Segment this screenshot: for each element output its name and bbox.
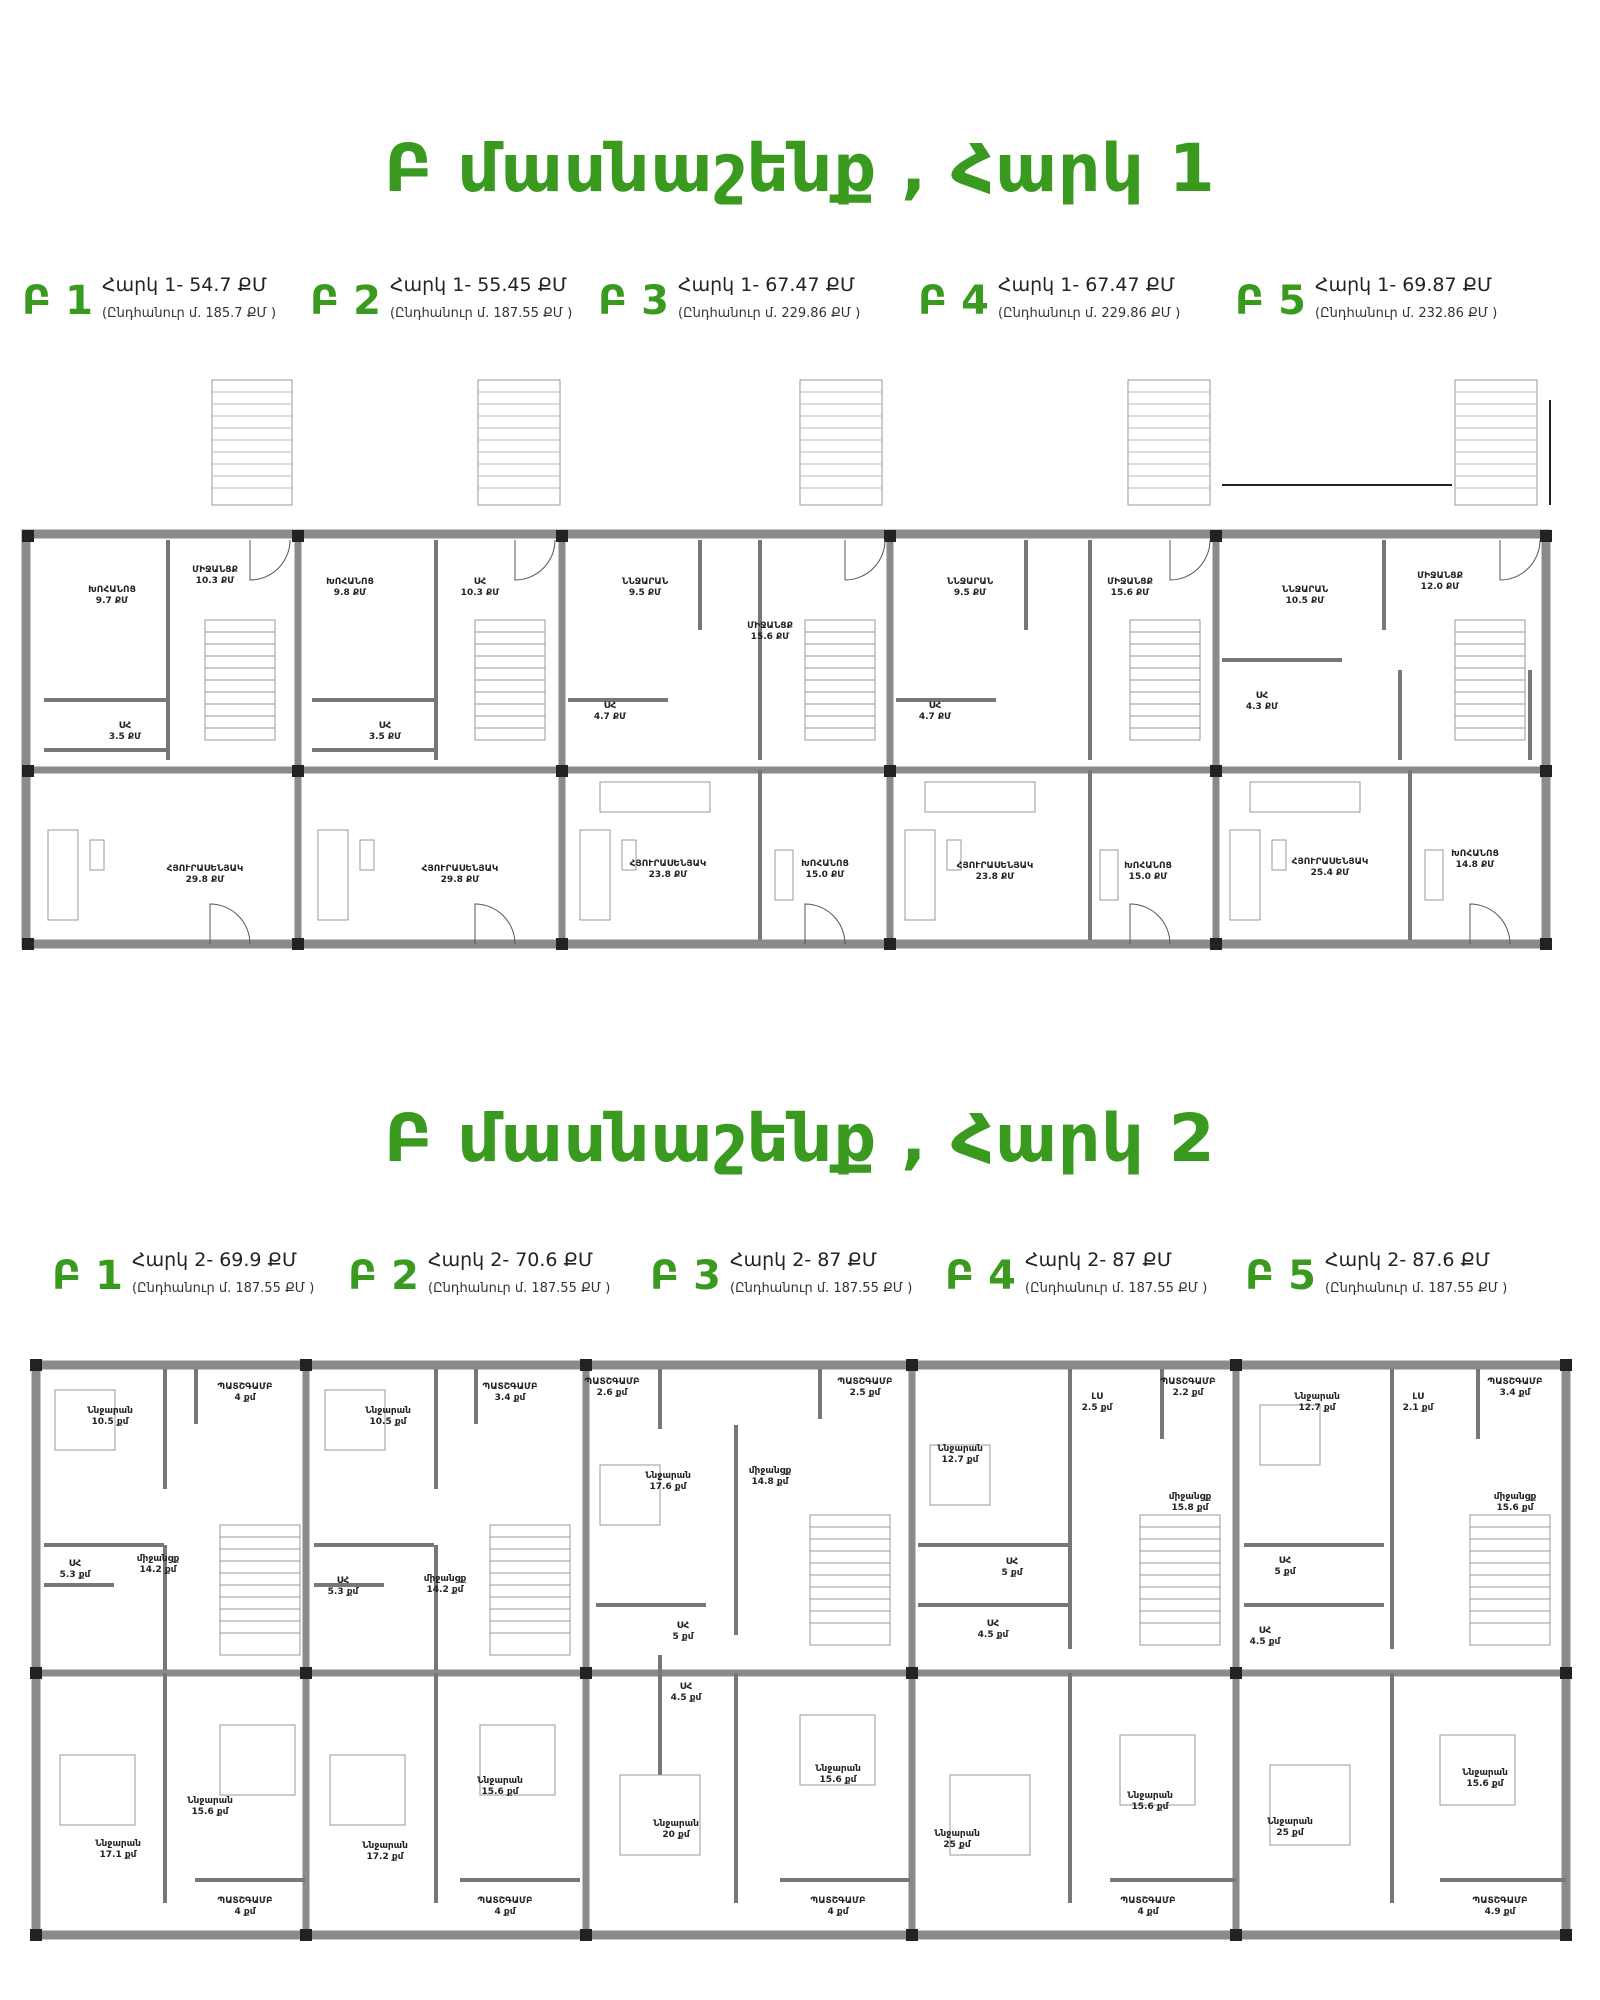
unit-total-area: (Ընդհանուր մ. 187.55 ՔՄ ) <box>390 306 573 321</box>
room-label: ՍՀ 4.5 քմ <box>1249 1626 1281 1647</box>
room-label: ԽՈՀԱՆՈՑ 9.8 ՔՄ <box>326 577 374 598</box>
room-label: Ննջարան 10.5 քմ <box>87 1406 133 1427</box>
room-label: ՍՀ 5 քմ <box>672 1621 694 1642</box>
room-label: ՊԱՏՇԳԱՄԲ 2.2 քմ <box>1160 1377 1216 1398</box>
room-label: ՊԱՏՇԳԱՄԲ 4 քմ <box>217 1382 273 1403</box>
unit-total-area: (Ընդհանուր մ. 187.55 ՔՄ ) <box>730 1281 913 1296</box>
room-label: ՊԱՏՇԳԱՄԲ 4 քմ <box>217 1896 273 1917</box>
unit-total-area: (Ընդհանուր մ. 229.86 ՔՄ ) <box>998 306 1181 321</box>
room-label: ՆՆՋԱՐԱՆ 9.5 ՔՄ <box>621 577 669 598</box>
room-label: Ննջարան 15.6 քմ <box>187 1796 233 1817</box>
unit-total-area: (Ընդհանուր մ. 187.55 ՔՄ ) <box>132 1281 315 1296</box>
unit-code: Բ 5 <box>1235 278 1306 324</box>
room-label: Ննջարան 12.7 քմ <box>937 1444 983 1465</box>
room-label: ՆՆՋԱՐԱՆ 10.5 ՔՄ <box>1281 585 1329 606</box>
room-label: ԽՈՀԱՆՈՑ 14.8 ՔՄ <box>1451 849 1499 870</box>
unit-total-area: (Ընդհանուր մ. 232.86 ՔՄ ) <box>1315 306 1498 321</box>
unit-code: Բ 5 <box>1245 1253 1316 1299</box>
room-label: ՊԱՏՇԳԱՄԲ 3.4 քմ <box>1487 1377 1543 1398</box>
room-label: Ննջարան 20 քմ <box>653 1819 699 1840</box>
unit-total-area: (Ընդհանուր մ. 229.86 ՔՄ ) <box>678 306 861 321</box>
room-label: Ննջարան 17.1 քմ <box>95 1839 141 1860</box>
room-label: ՍՀ 5 քմ <box>1001 1557 1023 1578</box>
exterior-stair <box>1128 380 1210 505</box>
room-label: ՄԻՋԱՆՑՔ 10.3 ՔՄ <box>192 565 238 586</box>
unit-code: Բ 4 <box>945 1253 1016 1299</box>
room-label: ՍՀ 4.7 ՔՄ <box>593 701 627 722</box>
party-walls <box>306 1365 1236 1935</box>
unit-area: Հարկ 2- 87.6 ՔՄ <box>1325 1249 1490 1271</box>
room-label: ՍՀ 4.5 քմ <box>977 1619 1009 1640</box>
room-label: ՍՀ 4.3 ՔՄ <box>1245 691 1279 712</box>
unit-code: Բ 1 <box>52 1253 123 1299</box>
room-label: միջանցք 14.2 քմ <box>136 1554 180 1575</box>
room-label: ՀՅՈՒՐԱՍԵՆՅԱԿ 29.8 ՔՄ <box>421 864 499 885</box>
unit-area: Հարկ 2- 87 ՔՄ <box>1025 1249 1172 1271</box>
exterior-stair <box>212 380 292 505</box>
floor1-title: Բ մասնաշենք , Հարկ 1 <box>384 130 1216 207</box>
unit-area: Հարկ 1- 54.7 ՔՄ <box>102 274 267 296</box>
unit-area: Հարկ 1- 55.45 ՔՄ <box>390 274 568 296</box>
unit-area: Հարկ 1- 69.87 ՔՄ <box>1315 274 1493 296</box>
room-label: ՊԱՏՇԳԱՄԲ 4 քմ <box>477 1896 533 1917</box>
room-label: Ննջարան 10.5 քմ <box>365 1406 411 1427</box>
floor2-unit-legend <box>0 1245 1600 1315</box>
unit-total-area: (Ընդհանուր մ. 187.55 ՔՄ ) <box>1025 1281 1208 1296</box>
exterior-stair <box>478 380 560 505</box>
floor1-plan <box>0 370 1600 990</box>
unit-area: Հարկ 1- 67.47 ՔՄ <box>998 274 1176 296</box>
room-label: ԽՈՀԱՆՈՑ 9.7 ՔՄ <box>88 585 136 606</box>
room-label: ՊԱՏՇԳԱՄԲ 2.6 քմ <box>584 1377 640 1398</box>
room-label: միջանցք 15.8 քմ <box>1168 1492 1212 1513</box>
room-label: ՍՀ 5 քմ <box>1274 1556 1296 1577</box>
room-label: ՊԱՏՇԳԱՄԲ 3.4 քմ <box>482 1382 538 1403</box>
room-label: ՊԱՏՇԳԱՄԲ 4 քմ <box>1120 1896 1176 1917</box>
room-label: ՍՀ 3.5 ՔՄ <box>108 721 142 742</box>
room-label: ՀՅՈՒՐԱՍԵՆՅԱԿ 25.4 ՔՄ <box>1291 857 1369 878</box>
unit-area: Հարկ 1- 67.47 ՔՄ <box>678 274 856 296</box>
unit-code: Բ 4 <box>918 278 989 324</box>
room-label: միջանցք 15.6 քմ <box>1493 1492 1537 1513</box>
unit-code: Բ 2 <box>348 1253 419 1299</box>
floor2-title: Բ մասնաշենք , Հարկ 2 <box>384 1100 1216 1177</box>
room-label: Ննջարան 15.6 քմ <box>1462 1768 1508 1789</box>
room-label: Ննջարան 12.7 քմ <box>1294 1392 1340 1413</box>
room-label: ՍՀ 5.3 քմ <box>59 1559 91 1580</box>
room-label: ՊԱՏՇԳԱՄԲ 4 քմ <box>810 1896 866 1917</box>
room-label: Ննջարան 15.6 քմ <box>477 1776 523 1797</box>
unit-total-area: (Ընդհանուր մ. 187.55 ՔՄ ) <box>428 1281 611 1296</box>
room-label: ԼՍ 2.5 քմ <box>1081 1392 1113 1413</box>
exterior-stair <box>800 380 882 505</box>
room-label: Ննջարան 17.6 քմ <box>645 1471 691 1492</box>
room-label: ՆՆՋԱՐԱՆ 9.5 ՔՄ <box>946 577 994 598</box>
unit-total-area: (Ընդհանուր մ. 187.55 ՔՄ ) <box>1325 1281 1508 1296</box>
room-label: Ննջարան 15.6 քմ <box>1127 1791 1173 1812</box>
room-label: ՍՀ 3.5 ՔՄ <box>368 721 402 742</box>
room-label: ՍՀ 4.7 ՔՄ <box>918 701 952 722</box>
room-label: ՄԻՋԱՆՑՔ 12.0 ՔՄ <box>1417 571 1463 592</box>
unit-code: Բ 2 <box>310 278 381 324</box>
room-label: ՄԻՋԱՆՑՔ 15.6 ՔՄ <box>747 621 793 642</box>
unit-total-area: (Ընդհանուր մ. 185.7 ՔՄ ) <box>102 306 277 321</box>
room-label: ԽՈՀԱՆՈՑ 15.0 ՔՄ <box>801 859 849 880</box>
room-label: ՊԱՏՇԳԱՄԲ 4.9 քմ <box>1472 1896 1528 1917</box>
unit-code: Բ 3 <box>598 278 669 324</box>
room-label: ՀՅՈՒՐԱՍԵՆՅԱԿ 23.8 ՔՄ <box>956 861 1034 882</box>
room-label: ՍՀ 4.5 քմ <box>670 1682 702 1703</box>
room-label: Ննջարան 25 քմ <box>934 1829 980 1850</box>
room-label: ՀՅՈՒՐԱՍԵՆՅԱԿ 23.8 ՔՄ <box>629 859 707 880</box>
floor2-plan <box>0 1355 1600 1955</box>
floor1-plan-drawing <box>0 370 1600 990</box>
room-label: Ննջարան 25 քմ <box>1267 1817 1313 1838</box>
room-label: Ննջարան 17.2 քմ <box>362 1841 408 1862</box>
unit-code: Բ 3 <box>650 1253 721 1299</box>
room-label: ԼՍ 2.1 քմ <box>1402 1392 1434 1413</box>
room-label: միջանցք 14.2 քմ <box>423 1574 467 1595</box>
unit-area: Հարկ 2- 87 ՔՄ <box>730 1249 877 1271</box>
unit-area: Հարկ 2- 69.9 ՔՄ <box>132 1249 297 1271</box>
room-label: ՍՀ 5.3 քմ <box>327 1576 359 1597</box>
floor2-plan-drawing <box>0 1355 1600 1955</box>
floor1-unit-legend <box>0 270 1600 340</box>
room-label: ԽՈՀԱՆՈՑ 15.0 ՔՄ <box>1124 861 1172 882</box>
exterior-wall <box>36 1365 1566 1935</box>
unit-area: Հարկ 2- 70.6 ՔՄ <box>428 1249 593 1271</box>
room-label: ՊԱՏՇԳԱՄԲ 2.5 քմ <box>837 1377 893 1398</box>
room-label: ՍՀ 10.3 ՔՄ <box>460 577 500 598</box>
room-label: ՀՅՈՒՐԱՍԵՆՅԱԿ 29.8 ՔՄ <box>166 864 244 885</box>
exterior-stair <box>1455 380 1537 505</box>
room-label: Ննջարան 15.6 քմ <box>815 1764 861 1785</box>
room-label: ՄԻՋԱՆՑՔ 15.6 ՔՄ <box>1107 577 1153 598</box>
room-label: միջանցք 14.8 քմ <box>748 1466 792 1487</box>
unit-code: Բ 1 <box>22 278 93 324</box>
